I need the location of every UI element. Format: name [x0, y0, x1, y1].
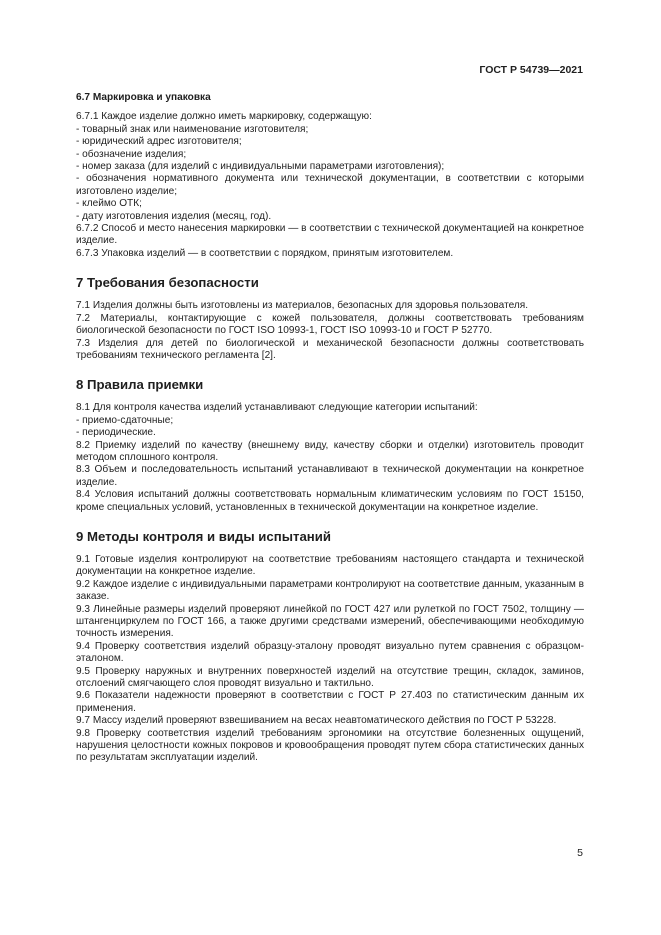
page-number: 5 [577, 847, 583, 859]
paragraph: 9.8 Проверку соответствия изделий требованиям эргономики на отсутствие болезненных ощущений, нарушения целостности кожных покровов и кровообращения проводят путем сбора статистических данных по результатам эксплуатации изделий. [76, 727, 584, 764]
paragraph: 9.1 Готовые изделия контролируют на соответствие требованиям настоящего стандарта и технической документации на конкретное изделие. [76, 553, 584, 578]
list-item: - юридический адрес изготовителя; [76, 136, 242, 148]
section-9-title: 9 Методы контроля и виды испытаний [76, 528, 331, 544]
paragraph: 6.7.2 Способ и место нанесения маркировки — в соответствии с технической документацией на конкретное изделие. [76, 223, 584, 247]
paragraph: 9.3 Линейные размеры изделий проверяют линейкой по ГОСТ 427 или рулеткой по ГОСТ 7502, толщину — штангенциркулем по ГОСТ 166, а также другими средствами измерений, обеспечивающими необходимую точность измерения. [76, 603, 584, 640]
page-content [76, 92, 584, 765]
list-item: - товарный знак или наименование изготовителя; [76, 123, 309, 135]
paragraph: 9.5 Проверку наружных и внутренних поверхностей изделий на отсутствие трещин, складок, заминов, отслоений смягчающего слоя проводят визуально и тактильно. [76, 665, 584, 690]
paragraph: 9.2 Каждое изделие с индивидуальными параметрами контролируют на соответствие данным, указанным в заказе. [76, 578, 584, 603]
list-item: - дату изготовления изделия (месяц, год). [76, 210, 272, 222]
list-item: - обозначение изделия; [76, 148, 187, 160]
paragraph: 7.1 Изделия должны быть изготовлены из материалов, безопасных для здоровья пользователя. [76, 300, 529, 312]
document-id: ГОСТ Р 54739—2021 [479, 64, 583, 76]
list-item: - обозначения нормативного документа или технической документации, в соответствии с которыми изготовлено изделие; [76, 173, 584, 197]
paragraph: 8.3 Объем и последовательность испытаний устанавливают в технической документации на конкретное изделие. [76, 464, 584, 488]
paragraph: 7.2 Материалы, контактирующие с кожей пользователя, должны соответствовать требованиям биологической безопасности по ГОСТ ISO 10993-1, ГОСТ ISO 10993-10 и ГОСТ Р 52770. [76, 312, 584, 337]
paragraph: 8.1 Для контроля качества изделий устанавливают следующие категории испытаний: [76, 402, 478, 414]
paragraph: 8.2 Приемку изделий по качеству (внешнему виду, качеству сборки и отделки) изготовитель проводит методом сплошного контроля. [76, 439, 584, 463]
paragraph: 7.3 Изделия для детей по биологической и механической безопасности должны соответствовать требованиям технического регламента [2]. [76, 337, 584, 361]
section-6-7-title: 6.7 Маркировка и упаковка [76, 92, 211, 103]
list-item: - приемо-сдаточные; [76, 414, 174, 426]
paragraph: 6.7.3 Упаковка изделий — в соответствии с порядком, принятым изготовителем. [76, 247, 454, 259]
paragraph: 6.7.1 Каждое изделие должно иметь маркировку, содержащую: [76, 111, 372, 123]
list-item: - клеймо ОТК; [76, 198, 142, 210]
paragraph: 9.7 Массу изделий проверяют взвешиванием на весах неавтоматического действия по ГОСТ Р 53228. [76, 715, 557, 727]
list-item: - номер заказа (для изделий с индивидуальными параметрами изготовления); [76, 161, 445, 173]
list-item: - периодические. [76, 427, 156, 439]
paragraph: 8.4 Условия испытаний должны соответствовать нормальным климатическим условиям по ГОСТ 15150, кроме специальных условий, установленных в технической документации на конкретное изделие. [76, 489, 584, 513]
paragraph: 9.4 Проверку соответствия изделий образцу-эталону проводят визуально путем сравнения с образцом-эталоном. [76, 640, 584, 665]
section-8-title: 8 Правила приемки [76, 377, 204, 393]
section-7-title: 7 Требования безопасности [76, 275, 259, 291]
paragraph: 9.6 Показатели надежности проверяют в соответствии с ГОСТ Р 27.403 по статистическим данным их применения. [76, 690, 584, 714]
